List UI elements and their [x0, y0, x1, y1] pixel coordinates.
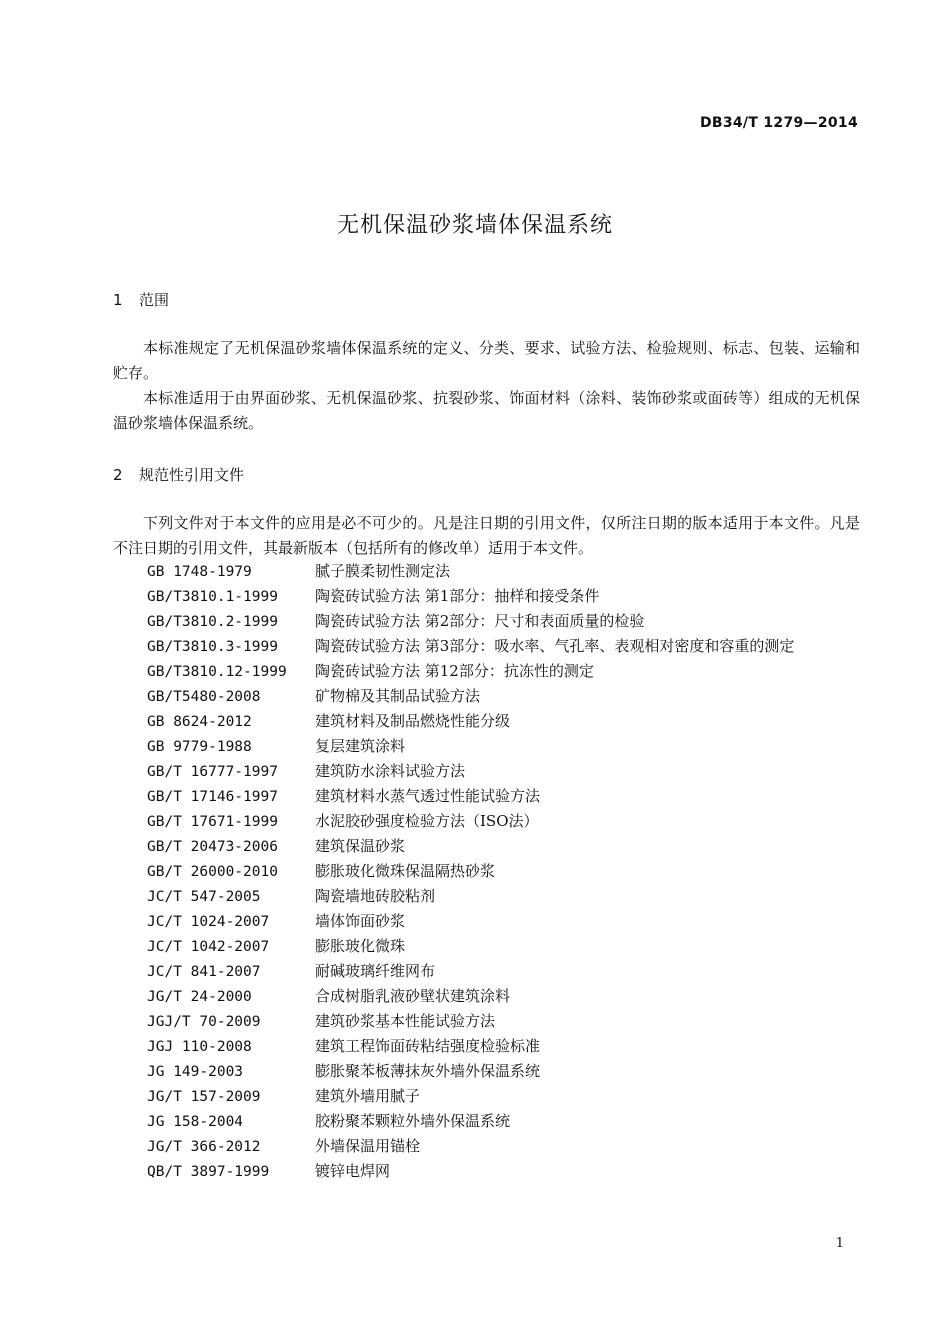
reference-item: [147, 584, 867, 609]
reference-title: 合成树脂乳液砂壁状建筑涂料: [315, 987, 511, 1005]
reference-title: 建筑砂浆基本性能试验方法: [315, 1012, 496, 1030]
document-code: DB34/T 1279—2014: [699, 115, 858, 131]
reference-code: GB/T3810.2-1999: [147, 614, 278, 630]
reference-item: [147, 1009, 867, 1034]
reference-title: 膨胀玻化微珠: [315, 937, 406, 955]
reference-code: GB/T5480-2008: [147, 689, 261, 705]
reference-item: [147, 559, 867, 584]
reference-code: JGJ 110-2008: [147, 1039, 252, 1055]
reference-item: [147, 784, 867, 809]
reference-title: 建筑材料及制品燃烧性能分级: [315, 712, 511, 730]
section-heading-scope: [113, 289, 169, 310]
reference-item: [147, 959, 867, 984]
reference-title: 复层建筑涂料: [315, 737, 406, 755]
reference-code: GB/T 26000-2010: [147, 864, 278, 880]
page-number: 1: [835, 1236, 844, 1251]
section-number: 1: [113, 291, 123, 309]
reference-item: [147, 1059, 867, 1084]
reference-code: GB/T 17146-1997: [147, 789, 278, 805]
reference-item: [147, 609, 867, 634]
reference-title: 建筑保温砂浆: [315, 837, 406, 855]
reference-item: [147, 834, 867, 859]
reference-title: 外墙保温用锚栓: [315, 1137, 421, 1155]
reference-item: [147, 909, 867, 934]
reference-item: [147, 734, 867, 759]
reference-code: JC/T 841-2007: [147, 964, 261, 980]
reference-item: [147, 1134, 867, 1159]
reference-item: [147, 809, 867, 834]
reference-item: [147, 1084, 867, 1109]
reference-code: JG/T 24-2000: [147, 989, 252, 1005]
reference-code: QB/T 3897-1999: [147, 1164, 270, 1180]
section-number: 2: [113, 466, 123, 484]
reference-code: JG 158-2004: [147, 1114, 244, 1130]
reference-item: [147, 759, 867, 784]
reference-code: GB/T3810.1-1999: [147, 589, 278, 605]
references-intro-paragraph: 下列文件对于本文件的应用是必不可少的。凡是注日期的引用文件，仅所注日期的版本适用于本文件。凡是不注日期的引用文件，其最新版本（包括所有的修改单）适用于本文件。: [113, 514, 860, 557]
reference-title: 陶瓷砖试验方法 第12部分：抗冻性的测定: [315, 662, 594, 680]
reference-title: 矿物棉及其制品试验方法: [315, 687, 481, 705]
reference-title: 陶瓷砖试验方法 第3部分：吸水率、气孔率、表观相对密度和容重的测定: [315, 637, 795, 655]
reference-title: 膨胀聚苯板薄抹灰外墙外保温系统: [315, 1062, 541, 1080]
reference-code: GB/T 17671-1999: [147, 814, 278, 830]
reference-title: 胶粉聚苯颗粒外墙外保温系统: [315, 1112, 511, 1130]
reference-title: 镀锌电焊网: [315, 1162, 391, 1180]
reference-title: 陶瓷墙地砖胶粘剂: [315, 887, 436, 905]
reference-item: [147, 1159, 867, 1184]
reference-title: 膨胀玻化微珠保温隔热砂浆: [315, 862, 496, 880]
reference-item: [147, 709, 867, 734]
reference-code: GB 8624-2012: [147, 714, 252, 730]
reference-item: [147, 934, 867, 959]
reference-title: 陶瓷砖试验方法 第2部分：尺寸和表面质量的检验: [315, 612, 645, 630]
reference-code: GB 1748-1979: [147, 564, 252, 580]
reference-code: JC/T 1042-2007: [147, 939, 270, 955]
reference-code: GB/T 20473-2006: [147, 839, 278, 855]
reference-item: [147, 859, 867, 884]
reference-code: JG/T 157-2009: [147, 1089, 261, 1105]
reference-code: GB/T 16777-1997: [147, 764, 278, 780]
reference-item: [147, 1034, 867, 1059]
reference-code: JG/T 366-2012: [147, 1139, 261, 1155]
document-title: 无机保温砂浆墙体保温系统: [336, 213, 613, 238]
section-title: 规范性引用文件: [139, 466, 245, 484]
reference-title: 建筑材料水蒸气透过性能试验方法: [315, 787, 541, 805]
reference-title: 水泥胶砂强度检验方法（ISO法）: [315, 812, 539, 830]
reference-item: [147, 659, 867, 684]
reference-code: GB/T3810.12-1999: [147, 664, 287, 680]
reference-item: [147, 1109, 867, 1134]
reference-item: [147, 984, 867, 1009]
reference-title: 建筑防水涂料试验方法: [315, 762, 466, 780]
reference-item: [147, 884, 867, 909]
section-title: 范围: [139, 291, 170, 309]
reference-item: [147, 684, 867, 709]
reference-title: 腻子膜柔韧性测定法: [315, 562, 451, 580]
reference-title: 建筑外墙用腻子: [315, 1087, 421, 1105]
section-heading-normative-references: [113, 464, 244, 485]
scope-paragraph-1: 本标准规定了无机保温砂浆墙体保温系统的定义、分类、要求、试验方法、检验规则、标志、包装、运输和贮存。: [113, 339, 860, 382]
reference-code: JC/T 547-2005: [147, 889, 261, 905]
reference-code: JC/T 1024-2007: [147, 914, 270, 930]
reference-list: [147, 559, 867, 1184]
scope-paragraph-2: 本标准适用于由界面砂浆、无机保温砂浆、抗裂砂浆、饰面材料（涂料、装饰砂浆或面砖等）组成的无机保温砂浆墙体保温系统。: [113, 389, 860, 432]
reference-item: [147, 634, 867, 659]
reference-code: JGJ/T 70-2009: [147, 1014, 261, 1030]
reference-code: GB/T3810.3-1999: [147, 639, 278, 655]
reference-code: JG 149-2003: [147, 1064, 244, 1080]
reference-title: 耐碱玻璃纤维网布: [315, 962, 436, 980]
reference-title: 墙体饰面砂浆: [315, 912, 406, 930]
reference-title: 建筑工程饰面砖粘结强度检验标准: [315, 1037, 541, 1055]
reference-title: 陶瓷砖试验方法 第1部分：抽样和接受条件: [315, 587, 600, 605]
reference-code: GB 9779-1988: [147, 739, 252, 755]
